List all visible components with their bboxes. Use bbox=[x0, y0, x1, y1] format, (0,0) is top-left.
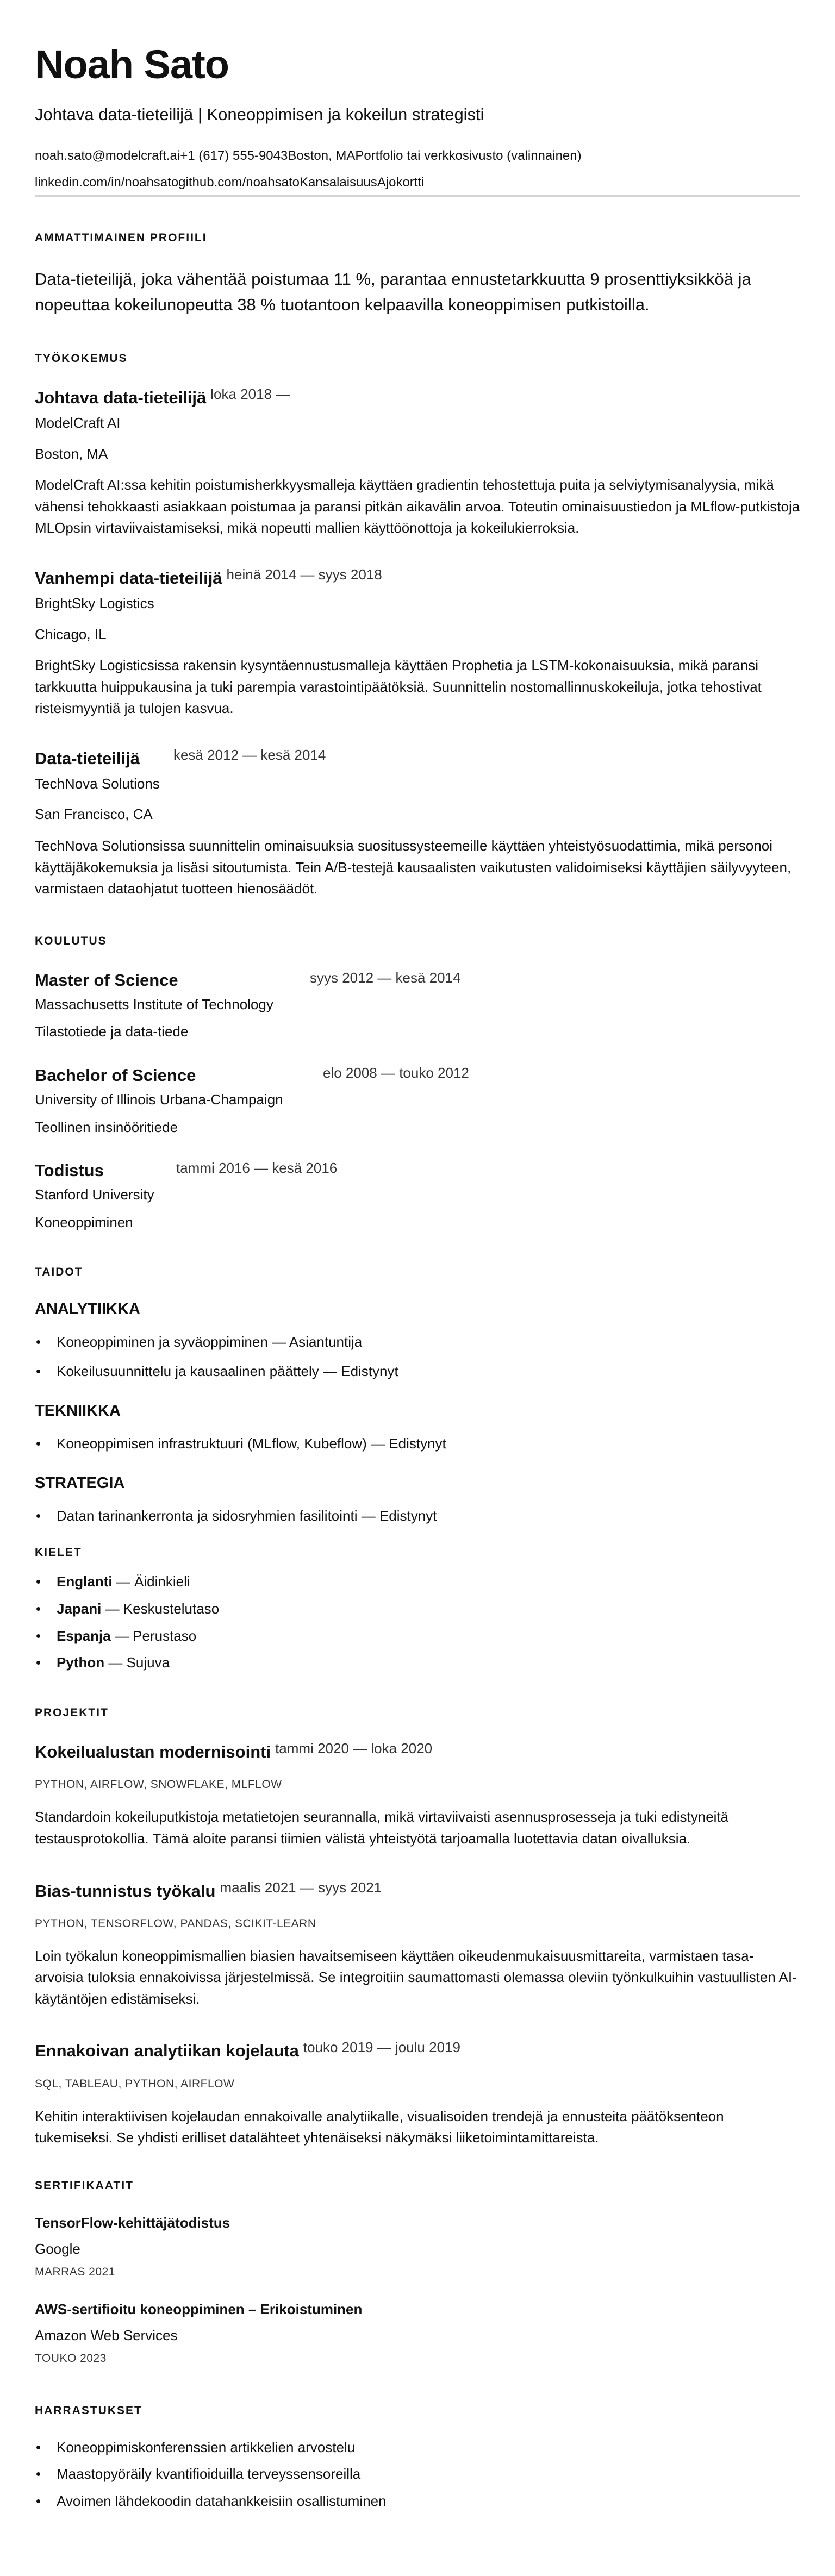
school-name: Massachusetts Institute of Technology bbox=[35, 996, 273, 1012]
experience-item-header bbox=[35, 567, 800, 589]
education-item-header bbox=[35, 1160, 800, 1181]
language-list bbox=[35, 1573, 800, 1672]
contact-citizenship: Kansalaisuus bbox=[300, 174, 377, 190]
contact-portfolio[interactable]: Portfolio tai verkkosivusto (valinnainen) bbox=[355, 148, 582, 164]
contact-phone[interactable]: +1 (617) 555-9043 bbox=[180, 148, 288, 164]
certificate-date: TOUKO 2023 bbox=[35, 2352, 107, 2365]
contact-drivers-license: Ajokortti bbox=[377, 174, 425, 190]
contact-github[interactable]: github.com/noahsato bbox=[178, 174, 300, 190]
language-name: Englanti bbox=[57, 1573, 113, 1590]
section-title-education: KOULUTUS bbox=[35, 934, 107, 947]
experience-section bbox=[35, 352, 800, 900]
language-item bbox=[35, 1654, 800, 1672]
candidate-name: Noah Sato bbox=[35, 42, 229, 87]
contact-row-secondary bbox=[35, 175, 800, 191]
project-item bbox=[35, 2040, 800, 2148]
section-title-skills: TAIDOT bbox=[35, 1266, 83, 1279]
certificate-date: MARRAS 2021 bbox=[35, 2265, 115, 2278]
language-item bbox=[35, 1600, 800, 1618]
project-title: Kokeilualustan modernisointi bbox=[35, 1742, 271, 1762]
degree-title: Bachelor of Science bbox=[35, 1065, 196, 1085]
job-dates: kesä 2012 — kesä 2014 bbox=[173, 746, 326, 763]
project-item bbox=[35, 1741, 800, 1849]
profile-section bbox=[35, 232, 800, 317]
language-separator: — bbox=[110, 1627, 133, 1644]
skill-category-analytics: ANALYTIIKKA bbox=[35, 1300, 140, 1318]
projects-section bbox=[35, 1706, 800, 2149]
language-name: Python bbox=[57, 1654, 105, 1671]
skill-item: • Kokeilusuunnittelu ja kausaalinen päättely — Edistynyt bbox=[35, 1363, 800, 1380]
contact-linkedin[interactable]: linkedin.com/in/noahsato bbox=[35, 174, 179, 190]
job-company: TechNova Solutions bbox=[35, 775, 160, 792]
language-separator: — bbox=[101, 1600, 123, 1617]
project-item-header bbox=[35, 1880, 800, 1902]
project-dates: maalis 2021 — syys 2021 bbox=[220, 1879, 382, 1896]
language-level: Äidinkieli bbox=[134, 1573, 190, 1590]
project-title: Bias-tunnistus työkalu bbox=[35, 1881, 216, 1900]
job-location: Boston, MA bbox=[35, 445, 108, 462]
education-item bbox=[35, 970, 800, 1041]
experience-item bbox=[35, 567, 800, 720]
job-company: BrightSky Logistics bbox=[35, 595, 154, 612]
degree-dates: syys 2012 — kesä 2014 bbox=[310, 969, 461, 986]
degree-dates: elo 2008 — touko 2012 bbox=[323, 1064, 469, 1081]
project-dates: tammi 2020 — loka 2020 bbox=[275, 1740, 433, 1757]
experience-item-header bbox=[35, 387, 800, 409]
job-company: ModelCraft AI bbox=[35, 415, 121, 432]
certificates-section bbox=[35, 2179, 800, 2365]
skill-item: • Koneoppiminen ja syväoppiminen — Asiantuntija bbox=[35, 1334, 800, 1351]
job-description: TechNova Solutionsissa suunnittelin ominaisuuksia suositussysteemeille käyttäen yhteistyösuodattimia, mikä personoi käyttäjäkokemuksia ja lisäsi sitoutumista. Tein A/B-testejä kausaalisten vaikutusten validoimiseksi käyttäjien säilyvyyteen, varmistaen dataohjatut tuotteen hienosäädöt. bbox=[35, 837, 792, 897]
hobbies-section bbox=[35, 2404, 800, 2510]
field-of-study: Teollinen insinööritiede bbox=[35, 1118, 178, 1135]
section-title-hobbies: HARRASTUKSET bbox=[35, 2404, 142, 2417]
job-description: BrightSky Logisticsissa rakensin kysyntäennustusmalleja käyttäen Prophetia ja LSTM-kokonaisuuksia, mikä paransi tarkkuutta huippukausina ja tuki parempia varastointipäätöksiä. Suunnittelin nostomallinnuskokeiluja, jotka tehostivat risteismyyntiä ja tulojen kasvua. bbox=[35, 657, 762, 717]
project-item-header bbox=[35, 1741, 800, 1763]
language-separator: — bbox=[104, 1654, 127, 1671]
school-name: University of Illinois Urbana-Champaign bbox=[35, 1091, 283, 1108]
language-item bbox=[35, 1628, 800, 1645]
job-description: ModelCraft AI:ssa kehitin poistumisherkkyysmalleja käyttäen gradientin tehostettuja puita ja selviytymisanalyysia, mikä vähensi tehokkaasti asiakkaan poistumaa ja paransi pitkän aikavälin arvoa. Toteutin ominaisuustiedon ja MLflow-putkistoja MLOpsin virtaviivaistamiseksi, mikä nopeutti mallien käyttöönottoja ja kokeilukierroksia. bbox=[35, 477, 800, 536]
field-of-study: Tilastotiede ja data-tiede bbox=[35, 1023, 189, 1040]
resume-header bbox=[35, 42, 800, 197]
job-title: Data-tieteilijä bbox=[35, 748, 140, 768]
header-divider bbox=[35, 195, 800, 197]
skill-list bbox=[35, 1334, 800, 1380]
contact-email[interactable]: noah.sato@modelcraft.ai bbox=[35, 148, 180, 164]
education-item bbox=[35, 1160, 800, 1231]
education-item-header bbox=[35, 970, 800, 991]
certificate-issuer: Amazon Web Services bbox=[35, 2327, 178, 2344]
hobby-item: • Koneoppimiskonferenssien artikkelien arvostelu bbox=[35, 2439, 800, 2456]
degree-title: Master of Science bbox=[35, 970, 178, 990]
project-description: Standardoin kokeiluputkistoja metatietojen seurannalla, mikä virtaviivaisti asennusprosesseja ja tuki edistyneitä testausprotokollia. Tämä aloite paransi tiimien välistä yhteistyötä tarjoamalla luotettavia datan oivalluksia. bbox=[35, 1809, 729, 1847]
skill-list bbox=[35, 1435, 800, 1453]
language-level: Perustaso bbox=[133, 1627, 197, 1644]
certificate-title: AWS-sertifioitu koneoppiminen – Erikoistuminen bbox=[35, 2300, 363, 2317]
section-title-profile: AMMATTIMAINEN PROFIILI bbox=[35, 231, 207, 244]
project-item-header bbox=[35, 2040, 800, 2062]
experience-item bbox=[35, 387, 800, 539]
job-location: Chicago, IL bbox=[35, 626, 107, 642]
skill-category-strategy: STRATEGIA bbox=[35, 1474, 125, 1492]
skill-category-technology: TEKNIIKKA bbox=[35, 1402, 121, 1420]
project-description: Loin työkalun koneoppimismallien biasien havaitsemiseen käyttäen oikeudenmukaisuusmittareita, varmistaen tasa-arvoisia tuloksia ennakoivissa järjestelmissä. Se integroitiin saumattomasti olemassa oleviin työnkulkuihin vastuullisten AI-käytäntöjen edistämiseksi. bbox=[35, 1947, 797, 2007]
project-technologies: PYTHON, TENSORFLOW, PANDAS, SCIKIT-LEARN bbox=[35, 1917, 316, 1930]
project-title: Ennakoivan analytiikan kojelauta bbox=[35, 2041, 299, 2061]
language-name: Espanja bbox=[57, 1627, 111, 1644]
hobby-item: • Avoimen lähdekoodin datahankkeisiin osallistuminen bbox=[35, 2493, 800, 2510]
contact-location: Boston, MA bbox=[288, 148, 356, 164]
project-description: Kehitin interaktiivisen kojelaudan ennakoivalle analytiikalle, visualisoiden trendejä ja ennusteita päätöksenteon tukemiseksi. Se yhdisti erilliset datalähteet yhtenäiseksi näkymäksi liiketoimintamittareista. bbox=[35, 2108, 724, 2146]
project-technologies: PYTHON, AIRFLOW, SNOWFLAKE, MLFLOW bbox=[35, 1778, 282, 1791]
candidate-tagline: Johtava data-tieteilijä | Koneoppimisen ja kokeilun strategisti bbox=[35, 105, 484, 124]
section-title-languages: KIELET bbox=[35, 1546, 82, 1559]
hobby-item: • Maastopyöräily kvantifioiduilla terveyssensoreilla bbox=[35, 2466, 800, 2483]
language-item bbox=[35, 1573, 800, 1591]
section-title-experience: TYÖKOKEMUS bbox=[35, 352, 128, 365]
education-section bbox=[35, 935, 800, 1231]
project-item bbox=[35, 1880, 800, 2010]
certificate-title: TensorFlow-kehittäjätodistus bbox=[35, 2214, 230, 2231]
job-dates: heinä 2014 — syys 2018 bbox=[226, 566, 382, 583]
experience-item bbox=[35, 748, 800, 900]
section-title-projects: PROJEKTIT bbox=[35, 1706, 109, 1720]
experience-item-header bbox=[35, 748, 800, 770]
hobby-list bbox=[35, 2439, 800, 2510]
profile-summary: Data-tieteilijä, joka vähentää poistumaa 11 %, parantaa ennustetarkkuutta 9 prosenttiyksikköä ja nopeuttaa kokeilunopeutta 38 % tuotantoon kelpaavilla koneoppimisen putkistoilla. bbox=[35, 269, 751, 314]
skill-item: • Datan tarinankerronta ja sidosryhmien fasilitointi — Edistynyt bbox=[35, 1508, 800, 1525]
education-item-header bbox=[35, 1065, 800, 1086]
language-separator: — bbox=[112, 1573, 135, 1590]
job-location: San Francisco, CA bbox=[35, 806, 153, 823]
certificate-item bbox=[35, 2214, 800, 2279]
skill-item: • Koneoppimisen infrastruktuuri (MLflow, Kubeflow) — Edistynyt bbox=[35, 1435, 800, 1453]
job-title: Vanhempi data-tieteilijä bbox=[35, 568, 222, 587]
degree-dates: tammi 2016 — kesä 2016 bbox=[176, 1160, 338, 1177]
language-level: Sujuva bbox=[126, 1654, 170, 1671]
languages-section bbox=[35, 1546, 800, 1672]
job-title: Johtava data-tieteilijä bbox=[35, 388, 207, 407]
degree-title: Todistus bbox=[35, 1161, 104, 1180]
certificate-issuer: Google bbox=[35, 2241, 80, 2258]
project-dates: touko 2019 — joulu 2019 bbox=[303, 2039, 460, 2056]
skills-section bbox=[35, 1266, 800, 1524]
job-dates: loka 2018 — bbox=[210, 386, 290, 402]
education-item bbox=[35, 1065, 800, 1136]
project-technologies: SQL, TABLEAU, PYTHON, AIRFLOW bbox=[35, 2077, 235, 2090]
field-of-study: Koneoppiminen bbox=[35, 1214, 133, 1230]
section-title-certificates: SERTIFIKAATIT bbox=[35, 2179, 134, 2192]
school-name: Stanford University bbox=[35, 1186, 154, 1203]
skill-list bbox=[35, 1508, 800, 1525]
language-level: Keskustelutaso bbox=[123, 1600, 220, 1617]
certificate-item bbox=[35, 2300, 800, 2365]
language-name: Japani bbox=[57, 1600, 102, 1617]
contact-row-primary bbox=[35, 148, 800, 164]
